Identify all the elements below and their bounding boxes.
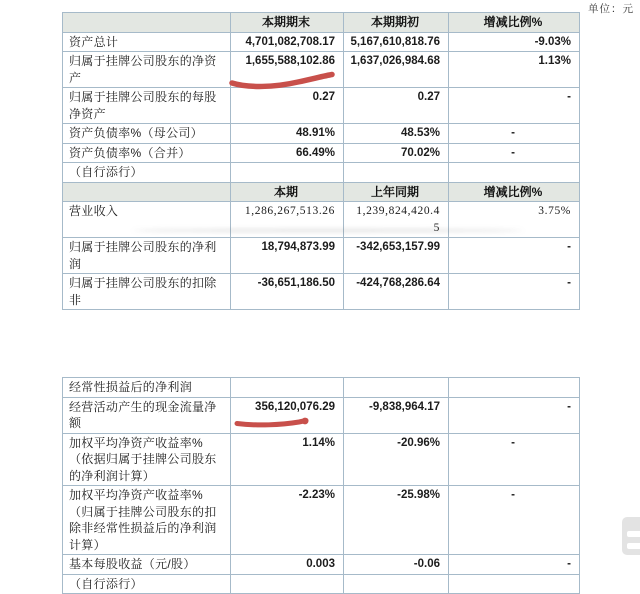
cell-value: -25.98% <box>344 486 449 555</box>
cell-value: 70.02% <box>344 143 449 163</box>
header-cell-change-ratio: 增减比例% <box>449 182 580 202</box>
floating-menu-widget[interactable] <box>622 517 640 555</box>
table-row-basic-eps <box>63 555 580 575</box>
cell-value <box>449 163 580 183</box>
cell-value <box>449 378 580 398</box>
cell-value: -0.06 <box>344 555 449 575</box>
row-label: 资产负债率%（合并） <box>63 143 231 163</box>
cell-value: 5,167,610,818.76 <box>344 32 449 52</box>
row-label: 归属于挂牌公司股东的净资产 <box>63 52 231 88</box>
cell-value: -9,838,964.17 <box>344 397 449 433</box>
row-label: 归属于挂牌公司股东的每股净资产 <box>63 88 231 124</box>
cell-value <box>344 574 449 594</box>
header-cell-blank <box>63 13 231 33</box>
cell-value: 66.49% <box>231 143 344 163</box>
table-row-net-profit <box>63 238 580 274</box>
cell-value: 356,120,076.29 <box>231 397 344 433</box>
cell-value: - <box>449 486 580 555</box>
cell-value: 3.75% <box>449 202 580 238</box>
cell-value: - <box>449 397 580 433</box>
cell-value: 1,655,588,102.86 <box>231 52 344 88</box>
row-label: 资产负债率%（母公司） <box>63 124 231 144</box>
table-row-net-assets-per-share <box>63 88 580 124</box>
cell-value: 18,794,873.99 <box>231 238 344 274</box>
cell-value: 48.53% <box>344 124 449 144</box>
table-row-operating-cash-flow <box>63 397 580 433</box>
cell-value: -342,653,157.99 <box>344 238 449 274</box>
table-row-weighted-roe-net-profit <box>63 433 580 486</box>
cell-value: - <box>449 555 580 575</box>
table-header-row <box>63 13 580 33</box>
financial-summary-table-bottom <box>62 377 580 594</box>
row-label: 基本每股收益（元/股） <box>63 555 231 575</box>
header-cell-period-end: 本期期末 <box>231 13 344 33</box>
header-cell-prior-period: 上年同期 <box>344 182 449 202</box>
row-label: 归属于挂牌公司股东的扣除非 <box>63 274 231 310</box>
cell-value: 1,239,824,420.45 <box>344 202 449 238</box>
cell-value-annotated: 0.27 <box>231 88 344 124</box>
cell-value: - <box>449 88 580 124</box>
cell-value: - <box>449 433 580 486</box>
cell-value: 1,637,026,984.68 <box>344 52 449 88</box>
row-label: （自行添行） <box>63 163 231 183</box>
table-row-debt-ratio-parent <box>63 124 580 144</box>
cell-value <box>449 574 580 594</box>
cell-value <box>344 378 449 398</box>
table-row-total-assets <box>63 32 580 52</box>
row-label: 归属于挂牌公司股东的净利润 <box>63 238 231 274</box>
cell-value: -9.03% <box>449 32 580 52</box>
cell-value: -424,768,286.64 <box>344 274 449 310</box>
cell-value: 1.13% <box>449 52 580 88</box>
financial-summary-table-top <box>62 12 580 310</box>
row-label: 经营活动产生的现金流量净额 <box>63 397 231 433</box>
table-row-net-profit-deducted <box>63 274 580 310</box>
table-row-custom-add <box>63 163 580 183</box>
header-cell-change-ratio: 增减比例% <box>449 13 580 33</box>
cell-value: - <box>449 238 580 274</box>
table-row-debt-ratio-consolidated <box>63 143 580 163</box>
cell-value <box>231 163 344 183</box>
cell-value: - <box>449 124 580 144</box>
cell-value: - <box>449 274 580 310</box>
cell-value-annotated: 1.14% <box>231 433 344 486</box>
row-label: 加权平均净资产收益率%（依据归属于挂牌公司股东的净利润计算） <box>63 433 231 486</box>
menu-bar-icon <box>627 543 640 549</box>
cell-value <box>231 378 344 398</box>
cell-value <box>231 574 344 594</box>
header-cell-period-begin: 本期期初 <box>344 13 449 33</box>
row-label: 资产总计 <box>63 32 231 52</box>
cell-value: -36,651,186.50 <box>231 274 344 310</box>
table-row-net-assets <box>63 52 580 88</box>
cell-value: -2.23% <box>231 486 344 555</box>
cell-value: - <box>449 143 580 163</box>
cell-value <box>344 163 449 183</box>
table-row-revenue <box>63 202 580 238</box>
menu-bar-icon <box>627 531 640 537</box>
cell-value: -20.96% <box>344 433 449 486</box>
cell-value: 0.27 <box>344 88 449 124</box>
table-header-row-2 <box>63 182 580 202</box>
cell-value: 0.003 <box>231 555 344 575</box>
row-label: 经常性损益后的净利润 <box>63 378 231 398</box>
header-cell-current-period: 本期 <box>231 182 344 202</box>
row-label: 加权平均净资产收益率%（归属于挂牌公司股东的扣除非经常性损益后的净利润计算） <box>63 486 231 555</box>
row-label: 营业收入 <box>63 202 231 238</box>
cell-value: 48.91% <box>231 124 344 144</box>
table-bottom-shadow <box>132 229 524 232</box>
header-cell-blank <box>63 182 231 202</box>
table-row-weighted-roe-deducted <box>63 486 580 555</box>
table-row-recurring-profit-cont <box>63 378 580 398</box>
row-label: （自行添行） <box>63 574 231 594</box>
table-row-custom-add <box>63 574 580 594</box>
cell-value: 4,701,082,708.17 <box>231 32 344 52</box>
unit-label: 单位：元 <box>588 3 634 15</box>
cell-value: 1,286,267,513.26 <box>231 202 344 238</box>
